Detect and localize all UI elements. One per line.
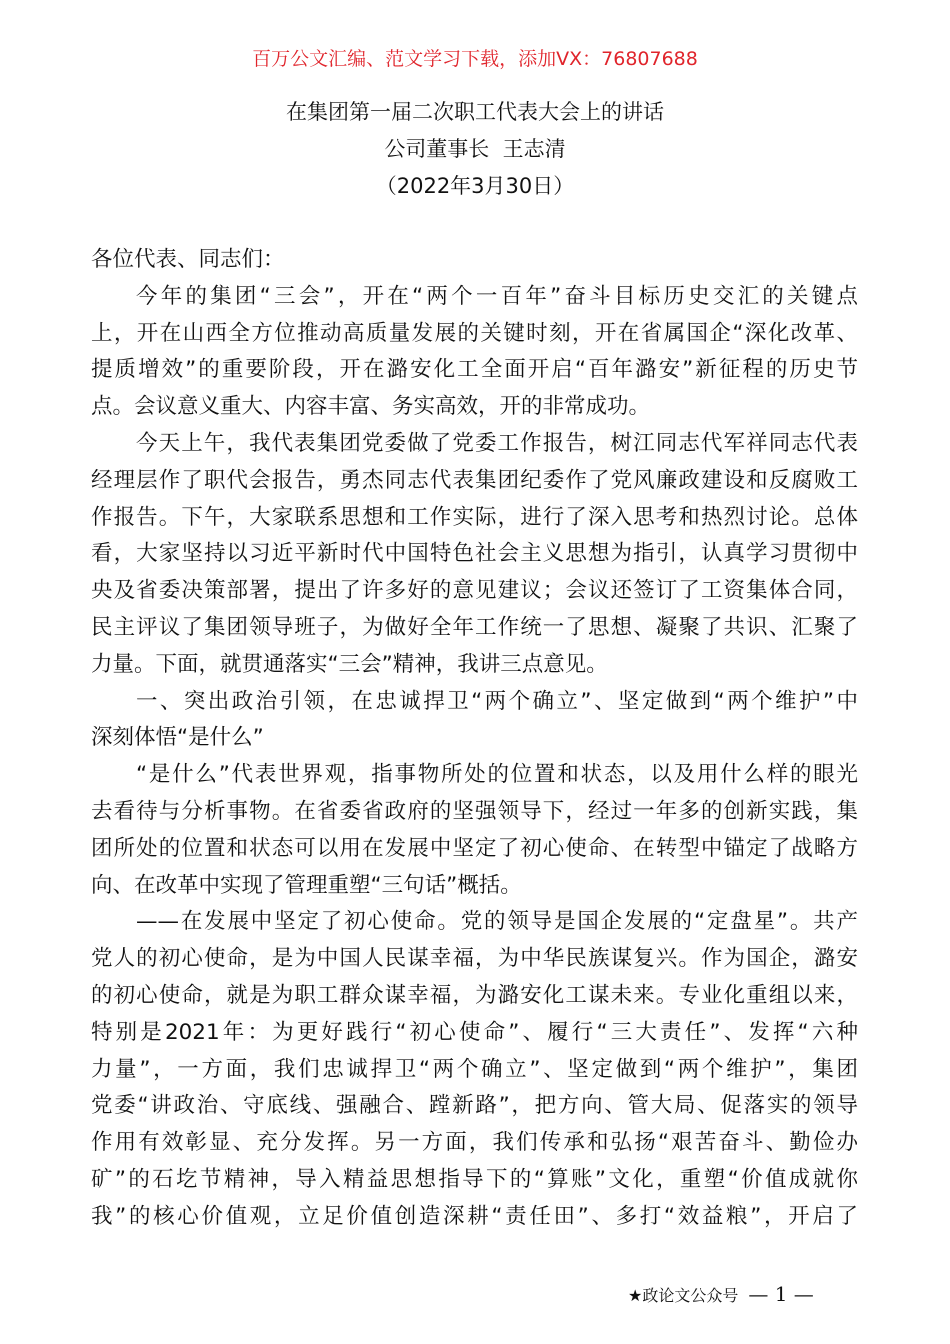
text-line: 各位代表、同志们： — [91, 247, 285, 272]
text-line: 我”的核心价值观，立足价值创造深耕“责任田”、多打“效益粮”，开启了 — [91, 1203, 858, 1229]
text-line: 上，开在山西全方位推动高质量发展的关键时刻，开在省属国企“深化改革、 — [91, 320, 858, 346]
text-line: 作用有效彰显、充分发挥。另一方面，我们传承和弘扬“艰苦奋斗、勤俭办 — [91, 1130, 858, 1156]
text-line: 点。会议意义重大、内容丰富、务实高效，开的非常成功。 — [91, 394, 651, 420]
paragraph — [91, 904, 858, 1235]
text-line: 央及省委决策部署，提出了许多好的意见建议；会议还签订了工资集体合同， — [91, 578, 858, 604]
text-line: 作报告。下午，大家联系思想和工作实际，进行了深入思考和热烈讨论。总体 — [91, 504, 858, 530]
text-line: 力量”，一方面，我们忠诚捍卫“两个确立”、坚定做到“两个维护”，集团 — [91, 1056, 858, 1082]
text-line: 一、突出政治引领，在忠诚捍卫“两个确立”、坚定做到“两个维护”中 — [136, 688, 858, 714]
text-line: 今天上午，我代表集团党委做了党委工作报告，树江同志代军祥同志代表 — [136, 430, 858, 456]
paragraph — [91, 279, 858, 426]
paragraph — [91, 757, 858, 904]
text-line: 特别是2021年：为更好践行“初心使命”、履行“三大责任”、发挥“六种 — [91, 1019, 858, 1045]
text-line: 看，大家坚持以习近平新时代中国特色社会主义思想为指引，认真学习贯彻中 — [91, 541, 858, 567]
text-line: 经理层作了职代会报告，勇杰同志代表集团纪委作了党风廉政建设和反腐败工 — [91, 467, 858, 493]
page-footer — [628, 1282, 814, 1308]
text-line: 向、在改革中实现了管理重塑“三句话”概括。 — [91, 872, 522, 898]
text-line: 的初心使命，就是为职工群众谋幸福，为潞安化工谋未来。专业化重组以来， — [91, 982, 858, 1008]
paragraph — [91, 684, 858, 758]
text-line: ——在发展中坚定了初心使命。党的领导是国企发展的“定盘星”。共产 — [136, 909, 858, 935]
text-line: 深刻体悟“是什么” — [91, 725, 264, 751]
page-number: — 1 — — [748, 1282, 814, 1306]
author-line: 公司董事长 王志清 — [384, 137, 566, 161]
text-line: 党人的初心使命，是为中国人民谋幸福，为中华民族谋复兴。作为国企，潞安 — [91, 946, 858, 972]
watermark-banner: 百万公文汇编、范文学习下载，添加VX：76807688 — [252, 48, 698, 70]
text-line: 提质增效”的重要阶段，开在潞安化工全面开启“百年潞安”新征程的历史节 — [91, 357, 858, 383]
document-title: 在集团第一届二次职工代表大会上的讲话 — [286, 100, 664, 124]
paragraph — [91, 426, 858, 684]
paragraph — [91, 242, 858, 279]
text-line: 民主评议了集团领导班子，为做好全年工作统一了思想、凝聚了共识、汇聚了 — [91, 614, 858, 640]
text-line: 力量。下面，就贯通落实“三会”精神，我讲三点意见。 — [91, 651, 608, 677]
date-line: （2022年3月30日） — [375, 174, 575, 198]
text-line: 去看待与分析事物。在省委省政府的坚强领导下，经过一年多的创新实践，集 — [91, 798, 858, 824]
text-line: “是什么”代表世界观，指事物所处的位置和状态，以及用什么样的眼光 — [136, 762, 858, 788]
document-body — [91, 242, 858, 1236]
text-line: 团所处的位置和状态可以用在发展中坚定了初心使命、在转型中锚定了战略方 — [91, 835, 858, 861]
text-line: 党委“讲政治、守底线、强融合、蹚新路”，把方向、管大局、促落实的领导 — [91, 1093, 858, 1119]
footer-label: ★政论文公众号 — [628, 1286, 739, 1305]
text-line: 矿”的石圪节精神，导入精益思想指导下的“算账”文化，重塑“价值成就你 — [91, 1166, 858, 1192]
text-line: 今年的集团“三会”，开在“两个一百年”奋斗目标历史交汇的关键点 — [136, 283, 858, 309]
